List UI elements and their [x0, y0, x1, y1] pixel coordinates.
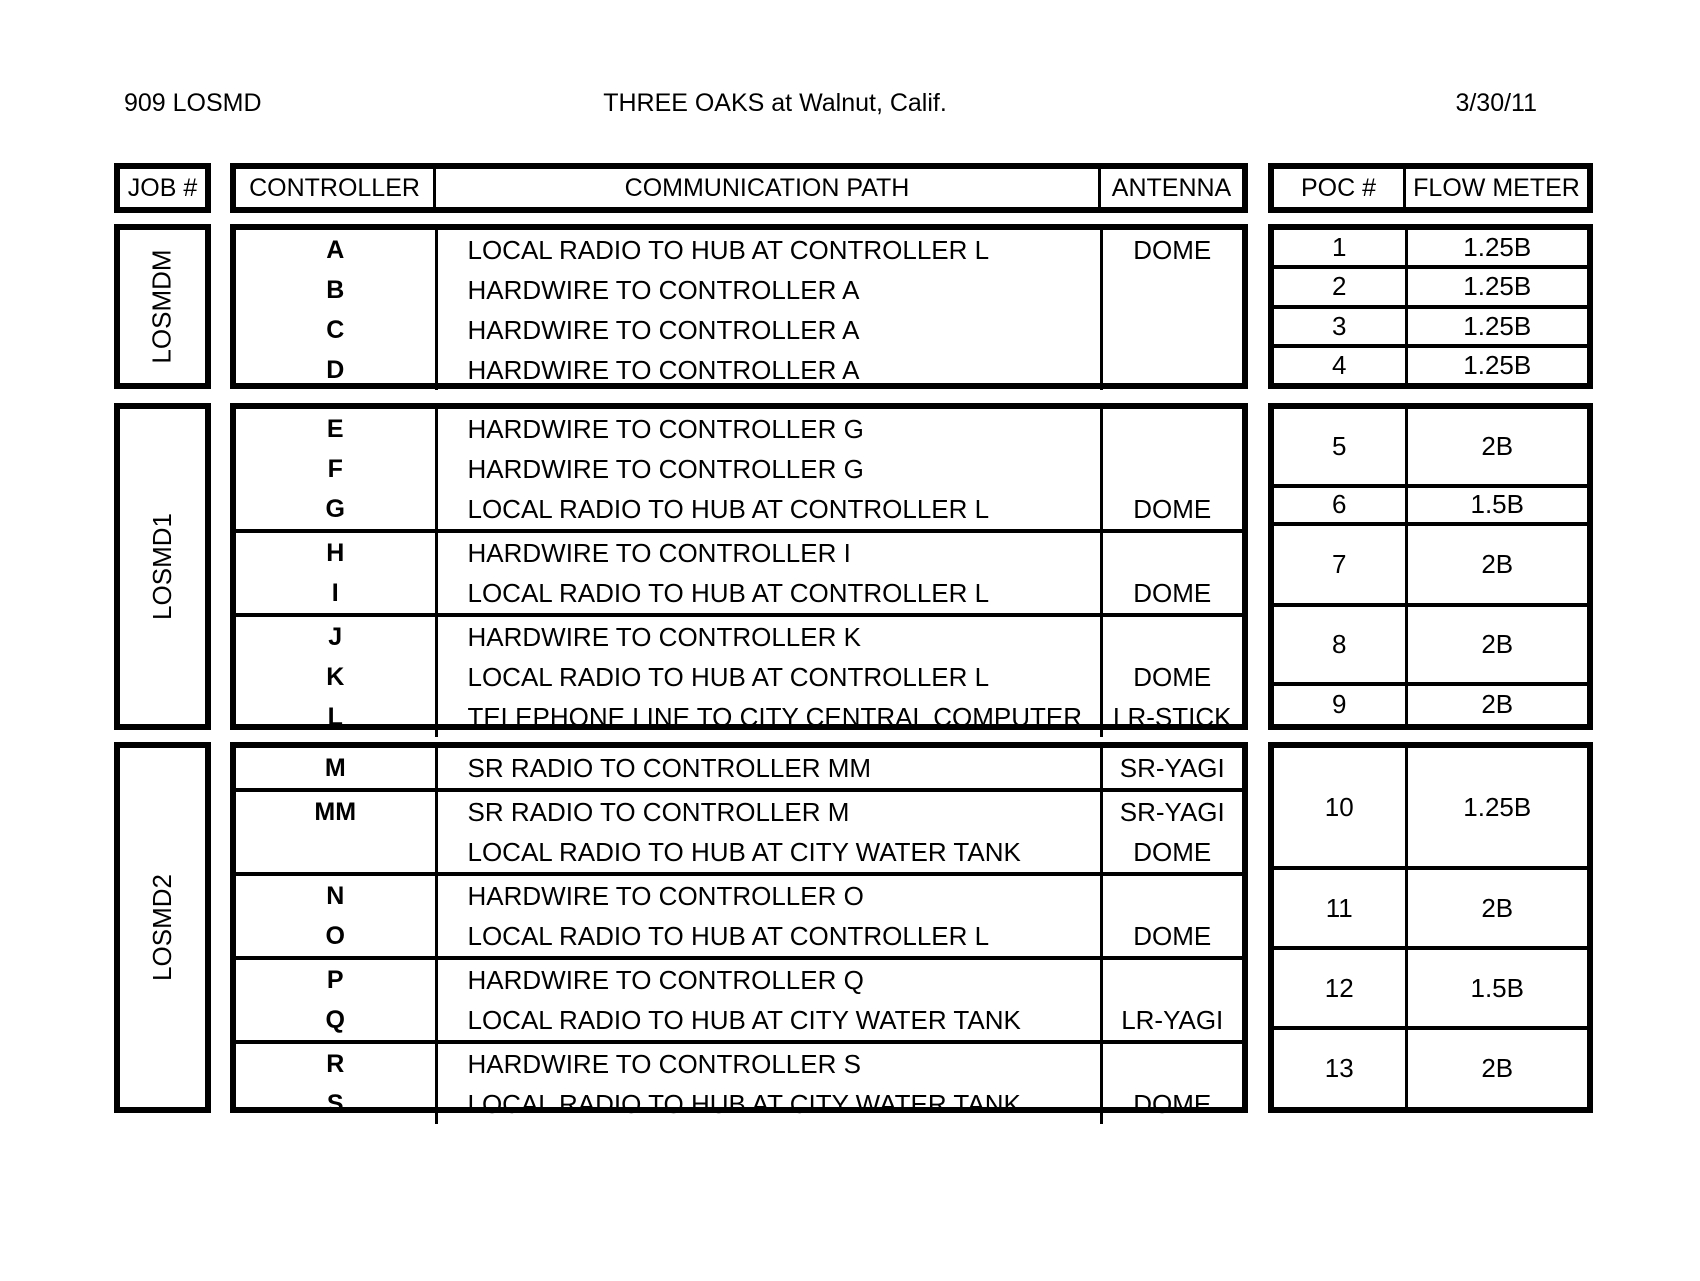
group-table-losmd1 — [230, 403, 1248, 730]
poc-row — [1274, 524, 1587, 605]
flow-cell: 2B — [1406, 524, 1587, 605]
antenna-cell — [1101, 409, 1242, 449]
poc-row — [1274, 868, 1587, 948]
controller-cell: A — [236, 230, 436, 270]
table-row — [236, 310, 1242, 350]
controller-cell: L — [236, 697, 436, 737]
poc-cell: 7 — [1274, 524, 1406, 605]
poc-row — [1274, 486, 1587, 524]
flow-cell: 2B — [1481, 430, 1514, 461]
poc-row — [1274, 748, 1587, 868]
table-row — [236, 657, 1242, 697]
table-row — [236, 1084, 1242, 1124]
table-row — [236, 489, 1242, 531]
flow-cell: 1.25B — [1406, 346, 1587, 383]
path-cell: HARDWIRE TO CONTROLLER A — [436, 350, 1101, 390]
table-row — [236, 230, 1242, 270]
antenna-cell: DOME — [1133, 662, 1212, 692]
poc-header-label: POC # — [1274, 169, 1406, 207]
poc-cell: 2 — [1274, 267, 1406, 306]
flow-cell: 1.5B — [1406, 948, 1587, 1028]
path-cell: LOCAL RADIO TO HUB AT CONTROLLER L — [436, 230, 1101, 270]
path-cell: LOCAL RADIO TO HUB AT CITY WATER TANK — [436, 1000, 1101, 1042]
table-row — [236, 1000, 1242, 1042]
path-cell: LOCAL RADIO TO HUB AT CONTROLLER L — [436, 657, 1101, 697]
poc-cell: 9 — [1274, 684, 1406, 724]
poc-row — [1274, 346, 1587, 383]
antenna-cell: SR-YAGI — [1101, 790, 1242, 832]
group-table-losmd2 — [230, 742, 1248, 1119]
antenna-cell — [1101, 449, 1242, 489]
main-column-header — [230, 163, 1248, 213]
poc-table-losmd2 — [1268, 742, 1593, 1113]
job-label: LOSMD1 — [147, 513, 178, 620]
job-label: LOSMD2 — [147, 874, 178, 981]
antenna-cell — [1101, 270, 1242, 310]
poc-cell: 5 — [1274, 409, 1406, 486]
poc-row — [1274, 684, 1587, 724]
controller-table — [236, 748, 1242, 1124]
controller-cell: B — [236, 270, 436, 310]
antenna-cell: DOME — [1133, 837, 1212, 867]
controller-cell: G — [236, 489, 436, 531]
poc-table-losmdm — [1268, 224, 1593, 389]
job-column-header — [114, 163, 211, 213]
controller-table — [236, 230, 1242, 390]
controller-cell — [236, 832, 436, 874]
path-cell: HARDWIRE TO CONTROLLER G — [436, 449, 1101, 489]
document-date: 3/30/11 — [1455, 89, 1537, 117]
table-row — [236, 531, 1242, 573]
flow-cell: 2B — [1406, 605, 1587, 684]
poc-table — [1274, 748, 1587, 1107]
poc-row — [1274, 307, 1587, 346]
antenna-cell: DOME — [1133, 494, 1212, 524]
controller-header-label: CONTROLLER — [236, 169, 436, 207]
path-cell: HARDWIRE TO CONTROLLER G — [436, 409, 1101, 449]
controller-cell: K — [236, 657, 436, 697]
path-cell: HARDWIRE TO CONTROLLER S — [436, 1042, 1101, 1084]
job-box-losmd1 — [114, 403, 211, 730]
poc-cell: 10 — [1274, 748, 1406, 868]
controller-cell: J — [236, 615, 436, 657]
poc-table-losmd1 — [1268, 403, 1593, 730]
poc-row — [1274, 948, 1587, 1028]
flow-header-label: FLOW METER — [1413, 173, 1580, 202]
job-label: LOSMDM — [147, 249, 177, 364]
path-cell: LOCAL RADIO TO HUB AT CONTROLLER L — [436, 916, 1101, 958]
table-row — [236, 790, 1242, 832]
path-cell: HARDWIRE TO CONTROLLER I — [436, 531, 1101, 573]
antenna-cell — [1101, 874, 1242, 916]
document-title: THREE OAKS at Walnut, Calif. — [603, 89, 947, 117]
poc-cell: 6 — [1274, 486, 1406, 524]
path-cell: HARDWIRE TO CONTROLLER A — [436, 270, 1101, 310]
antenna-cell — [1101, 350, 1242, 390]
poc-row — [1274, 230, 1587, 267]
path-cell: SR RADIO TO CONTROLLER M — [436, 790, 1101, 832]
flow-cell: 1.5B — [1406, 486, 1587, 524]
controller-cell: S — [236, 1084, 436, 1124]
controller-cell: Q — [236, 1000, 436, 1042]
poc-row — [1274, 267, 1587, 306]
table-row — [236, 409, 1242, 449]
document-code: 909 LOSMD — [124, 89, 262, 117]
controller-cell: P — [236, 958, 436, 1000]
flow-cell: 1.25B — [1406, 307, 1587, 346]
controller-cell: C — [236, 310, 436, 350]
antenna-cell: DOME — [1133, 1089, 1212, 1119]
group-table-losmdm — [230, 224, 1248, 389]
job-box-losmdm — [114, 224, 211, 389]
job-box-losmd2 — [114, 742, 211, 1113]
table-row — [236, 832, 1242, 874]
path-cell: LOCAL RADIO TO HUB AT CONTROLLER L — [436, 489, 1101, 531]
path-cell: TELEPHONE LINE TO CITY CENTRAL COMPUTER — [436, 697, 1101, 737]
antenna-cell: DOME — [1133, 921, 1212, 951]
flow-cell: 1.25B — [1406, 267, 1587, 306]
path-header-label: COMMUNICATION PATH — [436, 169, 1101, 207]
path-cell: LOCAL RADIO TO HUB AT CITY WATER TANK — [436, 1084, 1101, 1124]
path-cell: HARDWIRE TO CONTROLLER K — [436, 615, 1101, 657]
antenna-cell — [1101, 615, 1242, 657]
path-cell: HARDWIRE TO CONTROLLER Q — [436, 958, 1101, 1000]
antenna-cell: DOME — [1133, 235, 1212, 265]
antenna-cell: LR-YAGI — [1121, 1005, 1224, 1035]
poc-cell: 8 — [1274, 605, 1406, 684]
poc-cell: 4 — [1274, 346, 1406, 383]
poc-cell: 3 — [1274, 307, 1406, 346]
controller-cell: D — [236, 350, 436, 390]
table-row — [236, 748, 1242, 790]
table-row — [236, 697, 1242, 737]
controller-table — [236, 409, 1242, 737]
flow-cell: 2B — [1406, 1028, 1587, 1107]
table-row — [236, 874, 1242, 916]
poc-column-header — [1268, 163, 1593, 213]
table-row — [236, 350, 1242, 390]
job-header-label: JOB # — [127, 173, 198, 202]
poc-row — [1274, 409, 1587, 486]
poc-cell: 1 — [1274, 230, 1406, 267]
antenna-cell — [1101, 1042, 1242, 1084]
antenna-cell — [1101, 531, 1242, 573]
controller-cell: R — [236, 1042, 436, 1084]
path-cell: LOCAL RADIO TO HUB AT CONTROLLER L — [436, 573, 1101, 615]
flow-cell: 2B — [1406, 684, 1587, 724]
antenna-cell: LR-STICK — [1113, 702, 1232, 732]
antenna-cell — [1101, 310, 1242, 350]
table-row — [236, 958, 1242, 1000]
controller-cell: H — [236, 531, 436, 573]
antenna-cell: DOME — [1133, 578, 1212, 608]
path-cell: SR RADIO TO CONTROLLER MM — [436, 748, 1101, 790]
controller-cell: O — [236, 916, 436, 958]
poc-row — [1274, 605, 1587, 684]
antenna-cell — [1101, 958, 1242, 1000]
table-row — [236, 573, 1242, 615]
table-row — [236, 270, 1242, 310]
poc-row — [1274, 1028, 1587, 1107]
path-cell: HARDWIRE TO CONTROLLER A — [436, 310, 1101, 350]
antenna-header-label: ANTENNA — [1111, 173, 1232, 202]
controller-cell: N — [236, 874, 436, 916]
poc-cell: 11 — [1274, 868, 1406, 948]
controller-cell: F — [236, 449, 436, 489]
poc-table — [1274, 230, 1587, 383]
table-row — [236, 1042, 1242, 1084]
controller-cell: I — [236, 573, 436, 615]
poc-cell: 13 — [1274, 1028, 1406, 1107]
flow-cell: 1.25B — [1463, 232, 1532, 263]
table-row — [236, 916, 1242, 958]
controller-cell: MM — [236, 790, 436, 832]
table-row — [236, 449, 1242, 489]
path-cell: LOCAL RADIO TO HUB AT CITY WATER TANK — [436, 832, 1101, 874]
table-row — [236, 615, 1242, 657]
antenna-cell: SR-YAGI — [1119, 753, 1225, 783]
poc-cell: 12 — [1274, 948, 1406, 1028]
controller-cell: M — [236, 748, 436, 790]
poc-table — [1274, 409, 1587, 724]
flow-cell: 2B — [1406, 868, 1587, 948]
flow-cell: 1.25B — [1463, 791, 1532, 822]
path-cell: HARDWIRE TO CONTROLLER O — [436, 874, 1101, 916]
controller-cell: E — [236, 409, 436, 449]
